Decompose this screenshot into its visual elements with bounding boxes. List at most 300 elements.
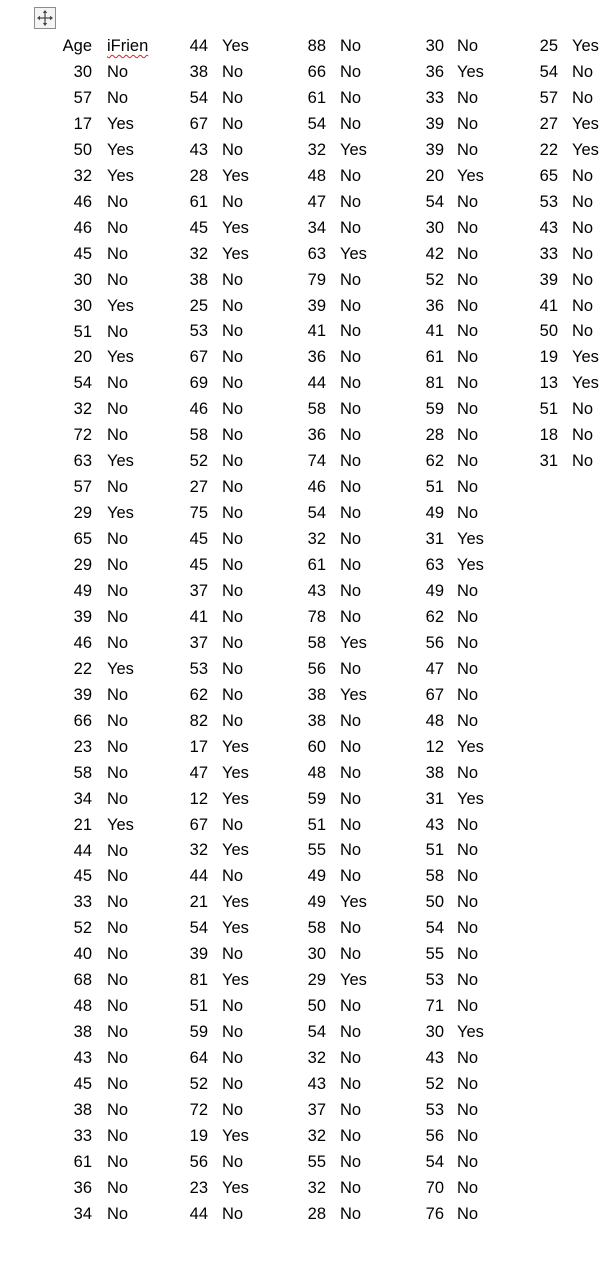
age-cell: 59 — [307, 790, 326, 808]
friend-cell: No — [457, 945, 479, 963]
friend-cell: No — [107, 374, 129, 392]
friend-cell: Yes — [572, 115, 599, 133]
friend-cell: No — [457, 867, 479, 885]
friend-cell: No — [457, 452, 479, 470]
age-cell: 49 — [307, 893, 326, 911]
friend-cell: No — [107, 1023, 129, 1041]
age-cell: 30 — [73, 63, 92, 81]
age-cell: 54 — [425, 1153, 444, 1171]
age-cell: 29 — [307, 971, 326, 989]
age-cell: 57 — [73, 478, 92, 496]
friend-cell: No — [457, 582, 479, 600]
friend-cell: Yes — [457, 1023, 484, 1041]
age-cell: 38 — [189, 271, 208, 289]
age-cell: 62 — [189, 686, 208, 704]
age-cell: 17 — [73, 115, 92, 133]
friend-cell: No — [222, 530, 244, 548]
friend-cell: No — [222, 115, 244, 133]
age-cell: 58 — [189, 426, 208, 444]
age-cell: 33 — [539, 245, 558, 263]
age-cell: 74 — [307, 452, 326, 470]
friend-cell: No — [340, 452, 362, 470]
friend-cell: No — [572, 89, 594, 107]
friend-cell: Yes — [222, 893, 249, 911]
age-cell: 43 — [189, 141, 208, 159]
age-cell: 62 — [425, 452, 444, 470]
friend-cell: No — [572, 452, 594, 470]
age-cell: 59 — [189, 1023, 208, 1041]
age-cell: 58 — [307, 634, 326, 652]
friend-cell: No — [107, 530, 129, 548]
friend-cell: No — [572, 322, 594, 340]
age-cell: 33 — [73, 893, 92, 911]
friend-cell: Yes — [222, 167, 249, 185]
age-cell: 66 — [307, 63, 326, 81]
friend-cell: No — [572, 400, 594, 418]
age-cell: 54 — [539, 63, 558, 81]
friend-cell: No — [222, 867, 244, 885]
age-cell: 36 — [307, 348, 326, 366]
friend-cell: No — [222, 1049, 244, 1067]
age-cell: 30 — [425, 37, 444, 55]
friend-cell: Yes — [107, 504, 134, 522]
friend-cell: No — [222, 556, 244, 574]
age-cell: 63 — [307, 245, 326, 263]
friend-cell: No — [457, 816, 479, 834]
friend-cell: Yes — [222, 37, 249, 55]
age-cell: 30 — [73, 297, 92, 315]
friend-cell: No — [340, 400, 362, 418]
friend-cell: No — [457, 374, 479, 392]
friend-cell: No — [107, 634, 129, 652]
age-cell: 29 — [73, 556, 92, 574]
friend-cell: No — [340, 37, 362, 55]
age-cell: 45 — [73, 867, 92, 885]
age-cell: 67 — [189, 115, 208, 133]
age-cell: 41 — [539, 297, 558, 315]
friend-cell: No — [107, 426, 129, 444]
friend-cell: No — [340, 582, 362, 600]
age-cell: 88 — [307, 37, 326, 55]
age-cell: 37 — [189, 582, 208, 600]
friend-cell: No — [457, 919, 479, 937]
friend-cell: No — [222, 816, 244, 834]
friend-cell: No — [107, 478, 129, 496]
friend-cell: No — [572, 63, 594, 81]
age-cell: 41 — [307, 322, 326, 340]
friend-cell: No — [457, 426, 479, 444]
friend-cell: No — [457, 686, 479, 704]
friend-cell: No — [107, 738, 129, 756]
age-cell: 44 — [73, 842, 92, 860]
friend-cell: Yes — [340, 245, 367, 263]
friend-cell: No — [340, 1127, 362, 1145]
age-cell: 44 — [189, 1205, 208, 1223]
friend-cell: No — [457, 141, 479, 159]
friend-cell: Yes — [340, 686, 367, 704]
age-cell: 52 — [189, 452, 208, 470]
age-cell: 41 — [189, 608, 208, 626]
age-cell: 46 — [307, 478, 326, 496]
friend-cell: No — [457, 1049, 479, 1067]
age-cell: 61 — [73, 1153, 92, 1171]
age-cell: 49 — [73, 582, 92, 600]
friend-cell: No — [340, 271, 362, 289]
age-cell: 45 — [189, 219, 208, 237]
header-age: Age — [62, 37, 92, 55]
age-cell: 23 — [73, 738, 92, 756]
age-cell: 54 — [425, 193, 444, 211]
friend-cell: No — [457, 608, 479, 626]
friend-cell: No — [457, 1205, 479, 1223]
friend-cell: No — [340, 193, 362, 211]
age-cell: 30 — [425, 219, 444, 237]
friend-cell: Yes — [107, 141, 134, 159]
friend-cell: No — [107, 712, 129, 730]
age-cell: 66 — [73, 712, 92, 730]
friend-cell: No — [340, 738, 362, 756]
age-cell: 39 — [73, 608, 92, 626]
age-cell: 63 — [425, 556, 444, 574]
friend-cell: No — [457, 478, 479, 496]
age-cell: 32 — [307, 141, 326, 159]
age-cell: 79 — [307, 271, 326, 289]
age-cell: 57 — [73, 89, 92, 107]
friend-cell: No — [457, 1153, 479, 1171]
friend-cell: Yes — [457, 738, 484, 756]
friend-cell: No — [340, 764, 362, 782]
age-cell: 69 — [189, 374, 208, 392]
friend-cell: No — [107, 89, 129, 107]
friend-cell: No — [457, 219, 479, 237]
friend-cell: No — [340, 997, 362, 1015]
age-cell: 25 — [189, 297, 208, 315]
friend-cell: No — [572, 271, 594, 289]
friend-cell: No — [457, 660, 479, 678]
age-cell: 67 — [189, 348, 208, 366]
age-cell: 29 — [73, 504, 92, 522]
friend-cell: No — [457, 1179, 479, 1197]
age-cell: 30 — [425, 1023, 444, 1041]
friend-cell: Yes — [222, 919, 249, 937]
friend-cell: No — [222, 271, 244, 289]
age-cell: 21 — [189, 893, 208, 911]
friend-cell: No — [340, 608, 362, 626]
age-cell: 43 — [307, 582, 326, 600]
age-cell: 46 — [73, 193, 92, 211]
age-cell: 22 — [73, 660, 92, 678]
friend-cell: Yes — [572, 37, 599, 55]
friend-cell: No — [572, 167, 594, 185]
friend-cell: No — [222, 478, 244, 496]
friend-cell: No — [107, 400, 129, 418]
friend-cell: No — [107, 1127, 129, 1145]
friend-cell: No — [457, 764, 479, 782]
age-cell: 32 — [73, 400, 92, 418]
friend-cell: Yes — [222, 790, 249, 808]
age-cell: 58 — [307, 400, 326, 418]
friend-cell: No — [340, 478, 362, 496]
age-cell: 53 — [189, 322, 208, 340]
table-move-handle[interactable] — [34, 7, 56, 29]
friend-cell: No — [107, 1179, 129, 1197]
friend-cell: No — [340, 1075, 362, 1093]
friend-cell: No — [340, 1049, 362, 1067]
friend-cell: No — [340, 919, 362, 937]
friend-cell: No — [222, 322, 244, 340]
age-cell: 38 — [307, 686, 326, 704]
friend-cell: No — [222, 582, 244, 600]
age-cell: 33 — [425, 89, 444, 107]
age-cell: 75 — [189, 504, 208, 522]
friend-cell: No — [222, 400, 244, 418]
friend-cell: No — [222, 504, 244, 522]
age-cell: 12 — [425, 738, 444, 756]
age-cell: 49 — [425, 504, 444, 522]
friend-cell: Yes — [572, 141, 599, 159]
age-cell: 61 — [425, 348, 444, 366]
friend-cell: No — [457, 997, 479, 1015]
friend-cell: No — [340, 374, 362, 392]
age-cell: 56 — [425, 1127, 444, 1145]
age-cell: 53 — [425, 1101, 444, 1119]
age-cell: 32 — [73, 167, 92, 185]
friend-cell: No — [222, 374, 244, 392]
friend-cell: No — [107, 945, 129, 963]
age-cell: 59 — [425, 400, 444, 418]
age-cell: 51 — [189, 997, 208, 1015]
age-cell: 53 — [539, 193, 558, 211]
friend-cell: No — [457, 1101, 479, 1119]
age-cell: 78 — [307, 608, 326, 626]
friend-cell: No — [457, 322, 479, 340]
age-cell: 58 — [425, 867, 444, 885]
age-cell: 63 — [73, 452, 92, 470]
age-cell: 37 — [307, 1101, 326, 1119]
friend-cell: No — [340, 1179, 362, 1197]
friend-cell: No — [222, 63, 244, 81]
friend-cell: No — [457, 1127, 479, 1145]
friend-cell: Yes — [457, 790, 484, 808]
age-cell: 39 — [307, 297, 326, 315]
age-cell: 38 — [425, 764, 444, 782]
friend-cell: Yes — [222, 1127, 249, 1145]
friend-cell: No — [107, 1205, 129, 1223]
header-friend: iFrien — [107, 37, 149, 55]
friend-cell: Yes — [457, 530, 484, 548]
age-cell: 32 — [307, 1049, 326, 1067]
friend-cell: No — [222, 1101, 244, 1119]
friend-cell: No — [222, 1075, 244, 1093]
age-cell: 19 — [189, 1127, 208, 1145]
friend-cell: No — [457, 297, 479, 315]
friend-cell: No — [457, 634, 479, 652]
age-cell: 52 — [189, 1075, 208, 1093]
friend-cell: No — [107, 245, 129, 263]
age-cell: 49 — [425, 582, 444, 600]
age-cell: 36 — [73, 1179, 92, 1197]
friend-cell: Yes — [572, 374, 599, 392]
friend-cell: No — [340, 816, 362, 834]
friend-cell: Yes — [222, 245, 249, 263]
age-cell: 56 — [425, 634, 444, 652]
table-move-handle-icon — [35, 8, 55, 28]
age-cell: 39 — [189, 945, 208, 963]
age-cell: 55 — [307, 841, 326, 859]
friend-cell: Yes — [457, 167, 484, 185]
age-cell: 50 — [425, 893, 444, 911]
age-cell: 51 — [539, 400, 558, 418]
age-cell: 52 — [425, 271, 444, 289]
age-cell: 36 — [425, 297, 444, 315]
friend-cell: No — [107, 271, 129, 289]
age-cell: 44 — [307, 374, 326, 392]
age-cell: 32 — [307, 1179, 326, 1197]
age-cell: 34 — [307, 219, 326, 237]
friend-cell: No — [572, 245, 594, 263]
age-cell: 38 — [73, 1023, 92, 1041]
friend-cell: No — [107, 582, 129, 600]
age-cell: 45 — [73, 245, 92, 263]
friend-cell: No — [107, 842, 129, 860]
friend-cell: No — [457, 971, 479, 989]
friend-cell: Yes — [107, 167, 134, 185]
friend-cell: No — [457, 504, 479, 522]
age-cell: 33 — [73, 1127, 92, 1145]
friend-cell: No — [457, 893, 479, 911]
friend-cell: Yes — [340, 893, 367, 911]
friend-cell: Yes — [222, 971, 249, 989]
age-cell: 19 — [539, 348, 558, 366]
age-cell: 43 — [425, 816, 444, 834]
friend-cell: No — [340, 1023, 362, 1041]
friend-cell: No — [107, 790, 129, 808]
friend-cell: Yes — [107, 115, 134, 133]
age-cell: 31 — [539, 452, 558, 470]
friend-cell: No — [340, 841, 362, 859]
age-cell: 36 — [307, 426, 326, 444]
age-cell: 28 — [425, 426, 444, 444]
age-cell: 51 — [425, 478, 444, 496]
friend-cell: No — [457, 245, 479, 263]
age-cell: 40 — [73, 945, 92, 963]
age-cell: 30 — [307, 945, 326, 963]
age-cell: 45 — [189, 556, 208, 574]
friend-cell: No — [222, 1153, 244, 1171]
age-cell: 54 — [307, 504, 326, 522]
friend-cell: No — [457, 271, 479, 289]
age-cell: 55 — [425, 945, 444, 963]
age-cell: 28 — [189, 167, 208, 185]
friend-cell: No — [222, 348, 244, 366]
age-cell: 46 — [73, 634, 92, 652]
age-cell: 81 — [189, 971, 208, 989]
age-cell: 52 — [73, 919, 92, 937]
friend-cell: No — [572, 297, 594, 315]
friend-cell: Yes — [107, 297, 134, 315]
age-cell: 65 — [539, 167, 558, 185]
friend-cell: No — [572, 426, 594, 444]
age-cell: 54 — [425, 919, 444, 937]
friend-cell: Yes — [107, 348, 134, 366]
friend-cell: Yes — [340, 634, 367, 652]
age-cell: 82 — [189, 712, 208, 730]
age-cell: 39 — [539, 271, 558, 289]
age-cell: 23 — [189, 1179, 208, 1197]
age-cell: 54 — [189, 919, 208, 937]
age-cell: 38 — [307, 712, 326, 730]
friend-cell: No — [340, 504, 362, 522]
age-cell: 21 — [73, 816, 92, 834]
friend-cell: No — [457, 348, 479, 366]
friend-cell: No — [340, 1153, 362, 1171]
age-cell: 62 — [425, 608, 444, 626]
age-cell: 61 — [307, 556, 326, 574]
age-cell: 32 — [189, 245, 208, 263]
age-cell: 20 — [425, 167, 444, 185]
friend-cell: No — [340, 115, 362, 133]
age-cell: 22 — [539, 141, 558, 159]
friend-cell: No — [457, 193, 479, 211]
friend-cell: Yes — [457, 63, 484, 81]
age-cell: 81 — [425, 374, 444, 392]
age-cell: 58 — [307, 919, 326, 937]
friend-cell: No — [222, 712, 244, 730]
age-cell: 56 — [189, 1153, 208, 1171]
age-cell: 38 — [189, 63, 208, 81]
friend-cell: No — [340, 1205, 362, 1223]
friend-cell: No — [340, 1101, 362, 1119]
age-cell: 38 — [73, 1101, 92, 1119]
age-cell: 47 — [425, 660, 444, 678]
age-cell: 71 — [425, 997, 444, 1015]
age-cell: 53 — [189, 660, 208, 678]
age-cell: 56 — [307, 660, 326, 678]
age-cell: 52 — [425, 1075, 444, 1093]
friend-cell: No — [457, 712, 479, 730]
age-cell: 37 — [189, 634, 208, 652]
age-cell: 45 — [189, 530, 208, 548]
friend-cell: No — [340, 712, 362, 730]
friend-cell: No — [457, 37, 479, 55]
friend-cell: Yes — [222, 738, 249, 756]
friend-cell: No — [107, 193, 129, 211]
age-cell: 51 — [73, 323, 92, 341]
age-cell: 58 — [73, 764, 92, 782]
friend-cell: Yes — [340, 141, 367, 159]
friend-cell: No — [457, 841, 479, 859]
friend-cell: Yes — [222, 841, 249, 859]
age-cell: 51 — [425, 841, 444, 859]
age-cell: 43 — [73, 1049, 92, 1067]
age-cell: 61 — [307, 89, 326, 107]
friend-cell: No — [222, 141, 244, 159]
friend-cell: Yes — [107, 452, 134, 470]
friend-cell: No — [222, 997, 244, 1015]
age-cell: 47 — [189, 764, 208, 782]
age-cell: 12 — [189, 790, 208, 808]
friend-cell: No — [222, 945, 244, 963]
age-cell: 76 — [425, 1205, 444, 1223]
friend-cell: No — [340, 297, 362, 315]
age-cell: 72 — [189, 1101, 208, 1119]
age-cell: 41 — [425, 322, 444, 340]
friend-cell: No — [222, 686, 244, 704]
age-cell: 39 — [425, 115, 444, 133]
age-cell: 45 — [73, 1075, 92, 1093]
age-cell: 64 — [189, 1049, 208, 1067]
friend-cell: Yes — [572, 348, 599, 366]
